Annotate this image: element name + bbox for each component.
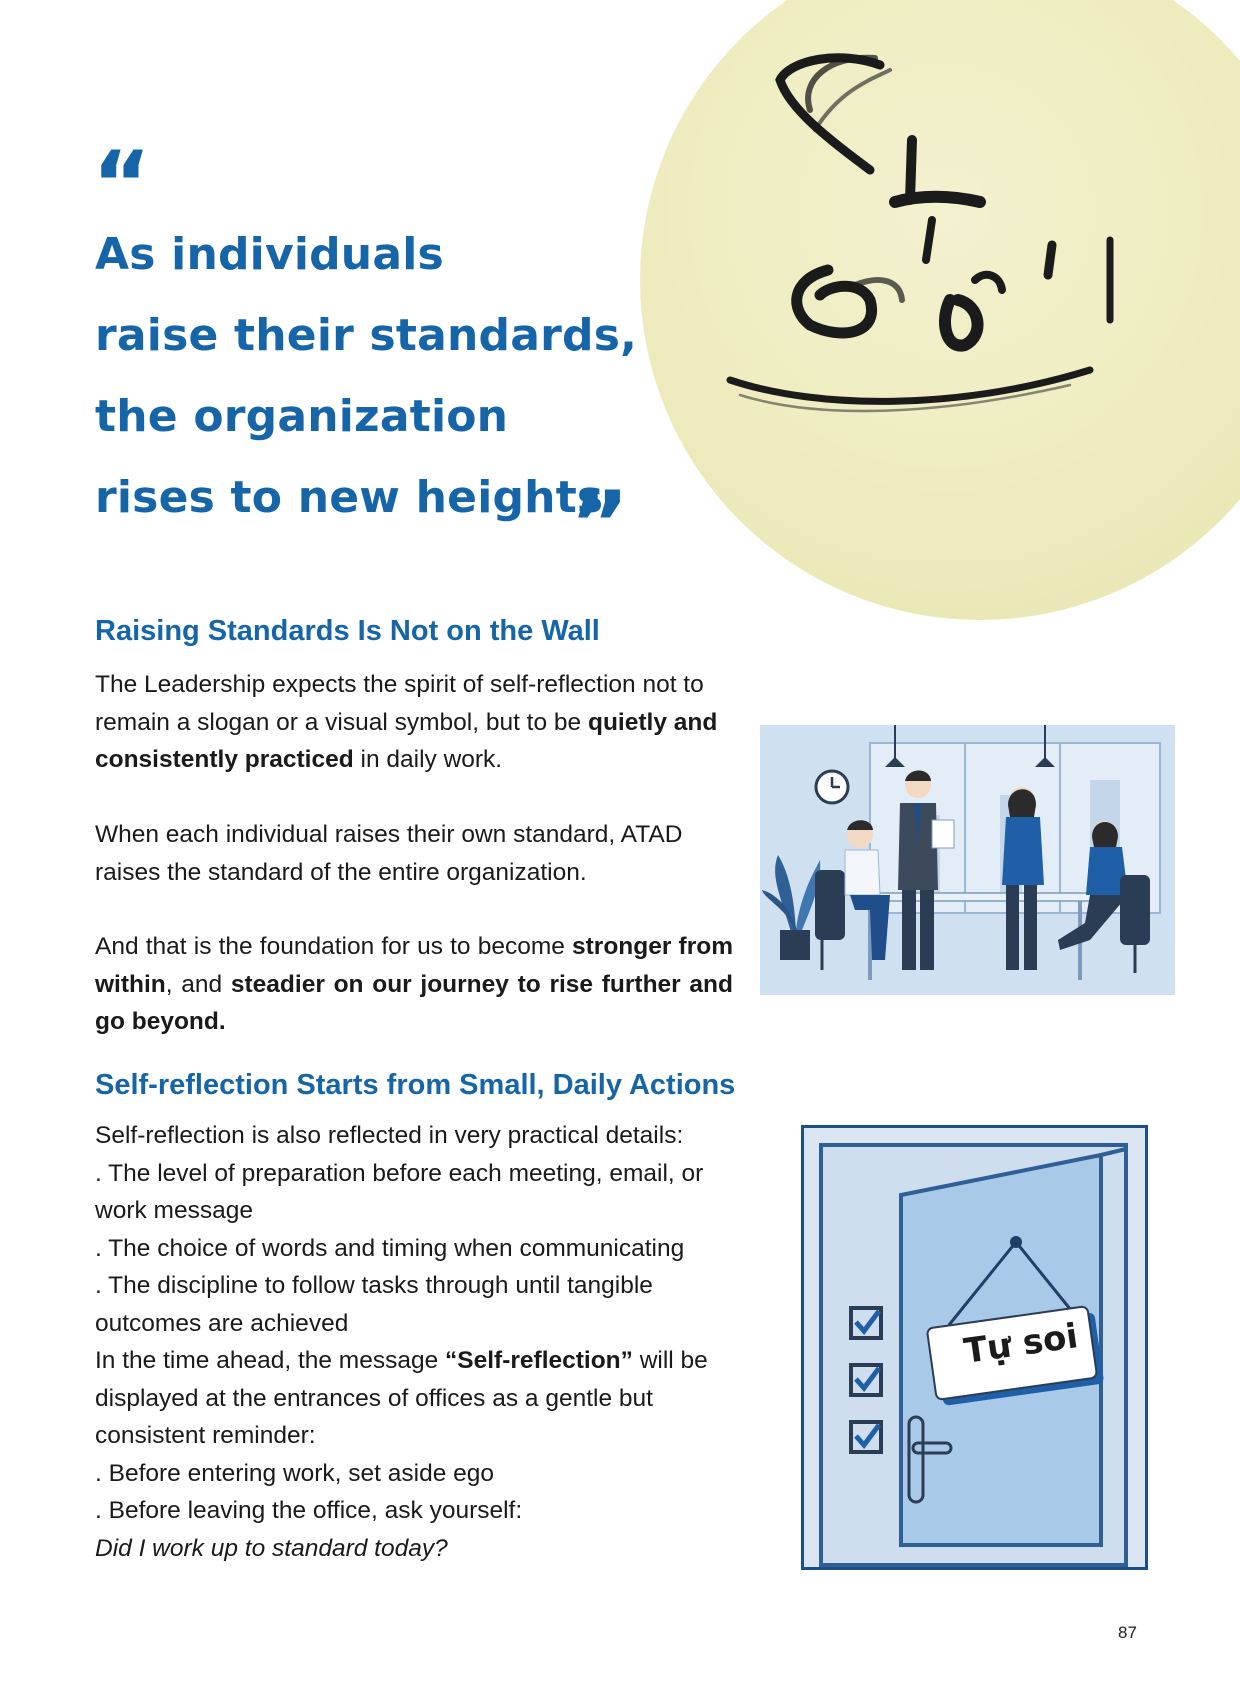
text-run: And that is the foundation for us to become [95, 933, 573, 960]
door-sign-text: Tự soi [961, 1316, 1081, 1372]
paragraph-reminder [95, 1342, 735, 1455]
closing-question: Did I work up to standard today? [95, 1534, 448, 1562]
list-item: . Before leaving the office, ask yourself: [95, 1497, 523, 1524]
open-quote-mark: “ [92, 132, 152, 237]
calligraphy-brush-strokes [640, 0, 1240, 620]
text-run: will be displayed at the entrances of offices as a gentle but consistent reminder: [95, 1347, 708, 1449]
list-item: . The choice of words and timing when communicating [95, 1234, 685, 1262]
bold-text: steadier on our journey to rise further and go beyond. [95, 970, 733, 1035]
paragraph-organization-standard: When each individual raises their own standard, ATAD raises the standard of the entire organization. [95, 821, 683, 886]
office-door-illustration [801, 1125, 1148, 1570]
pull-quote [95, 214, 637, 538]
bold-text: stronger from within [95, 933, 733, 998]
text-run: The Leadership expects the spirit of self-reflection not to remain a slogan or a visual symbol, but to be [95, 671, 704, 736]
pull-quote-line: rises to new heights [95, 472, 604, 523]
section-heading-self-reflection: Self-reflection Starts from Small, Daily Actions [95, 1069, 736, 1101]
pull-quote-line: raise their standards, [95, 310, 638, 361]
office-meeting-illustration [760, 725, 1175, 995]
page-number: 87 [1118, 1623, 1137, 1642]
list-item: . Before entering work, set aside ego [95, 1459, 495, 1487]
text-run: In the time ahead, the message [95, 1347, 446, 1374]
pull-quote-line: the organization [95, 391, 509, 442]
intro-line: Self-reflection is also reflected in very practical details: [95, 1122, 684, 1149]
pull-quote-line: As individuals [95, 229, 444, 280]
text-run: , and [165, 970, 231, 998]
bold-text: quietly and consistently practiced [95, 708, 718, 773]
self-reflection-details [95, 1117, 735, 1567]
list-item: . The discipline to follow tasks through until tangible outcomes are achieved [95, 1272, 653, 1337]
list-item: . The level of preparation before each meeting, email, or work message [95, 1159, 704, 1224]
calligraphy-circle [640, 0, 1240, 620]
section-heading-raising-standards: Raising Standards Is Not on the Wall [95, 615, 600, 647]
paragraph-foundation [95, 928, 733, 1041]
text-run: in daily work. [353, 746, 503, 773]
bold-text: “Self-reflection” [445, 1347, 633, 1374]
close-quote-mark: ” [570, 472, 630, 577]
paragraph-leadership-expectation [95, 666, 735, 779]
